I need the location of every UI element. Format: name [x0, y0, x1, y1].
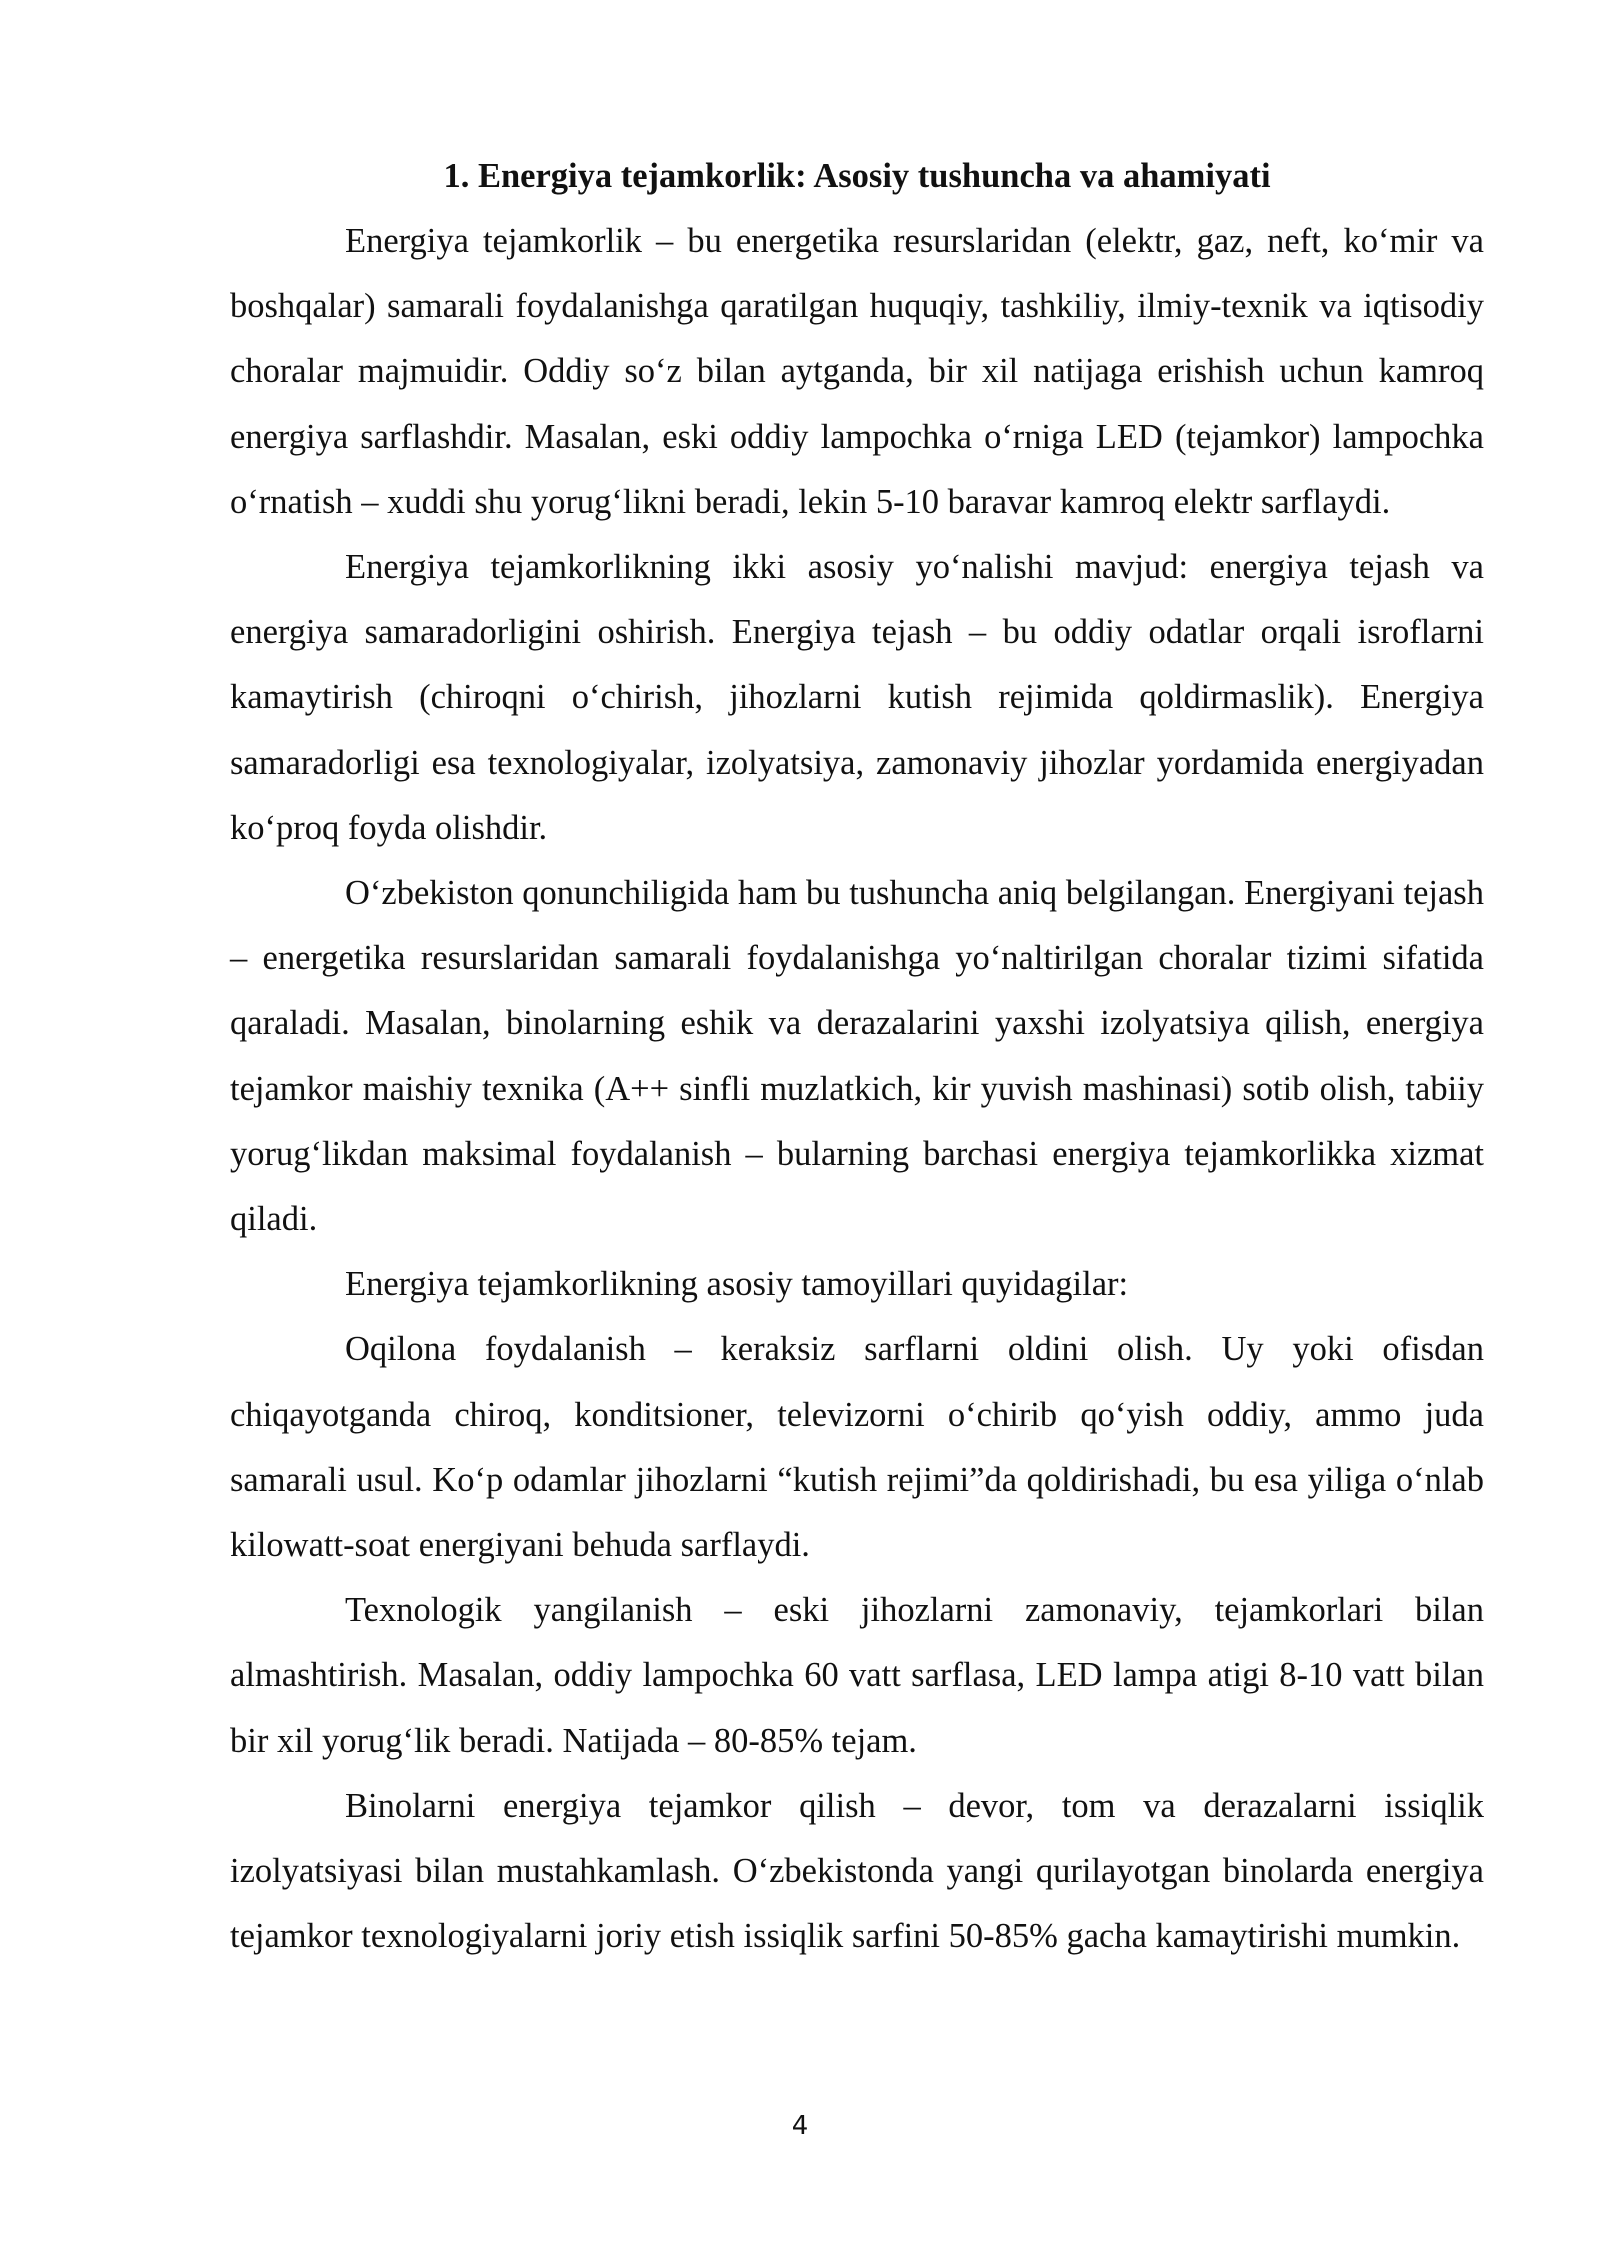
- section-heading: 1. Energiya tejamkorlik: Asosiy tushuncha va ahamiyati: [443, 157, 1271, 195]
- document-page: [230, 150, 1484, 1969]
- paragraph-legislation: O‘zbekiston qonunchiligida ham bu tushuncha aniq belgilangan. Energiyani tejash – energetika resurslaridan samarali foydalanishga yo‘naltirilgan choralar tizimi sifatida qaraladi. Masalan, binolarning eshik va derazalarini yaxshi izolyatsiya qilish, energiya tejamkor maishiy texnika (A++ sinfli muzlatkich, kir yuvish mashinasi) sotib olish, tabiiy yorug‘likdan maksimal foydalanish – bularning barchasi energiya tejamkorlikka xizmat qiladi.: [230, 874, 1484, 1239]
- paragraph-tech-update: Texnologik yangilanish – eski jihozlarni zamonaviy, tejamkorlari bilan almashtirish. Masalan, oddiy lampochka 60 vatt sarflasa, LED lampa atigi 8-10 vatt bilan bir xil yorug‘lik beradi. Natijada – 80-85% tejam.: [230, 1591, 1484, 1760]
- paragraph-definition: Energiya tejamkorlik – bu energetika resurslaridan (elektr, gaz, neft, ko‘mir va boshqalar) samarali foydalanishga qaratilgan huquqiy, tashkiliy, ilmiy-texnik va iqtisodiy choralar majmuidir. Oddiy so‘z bilan aytganda, bir xil natijaga erishish uchun kamroq energiya sarflashdir. Masalan, eski oddiy lampochka o‘rniga LED (tejamkor) lampochka o‘rnatish – xuddi shu yorug‘likni beradi, lekin 5-10 baravar kamroq elektr sarflaydi.: [230, 222, 1484, 521]
- paragraph-buildings: Binolarni energiya tejamkor qilish – devor, tom va derazalarni issiqlik izolyatsiyasi bilan mustahkamlash. O‘zbekistonda yangi qurilayotgan binolarda energiya tejamkor texnologiyalarni joriy etish issiqlik sarfini 50-85% gacha kamaytirishi mumkin.: [230, 1786, 1484, 1956]
- paragraph-rational-use: Oqilona foydalanish – keraksiz sarflarni oldini olish. Uy yoki ofisdan chiqayotganda chiroq, konditsioner, televizorni o‘chirib qo‘yish oddiy, ammo juda samarali usul. Ko‘p odamlar jihozlarni “kutish rejimi”da qoldirishadi, bu esa yiliga o‘nlab kilowatt-soat energiyani behuda sarflaydi.: [230, 1330, 1484, 1565]
- paragraph-directions: Energiya tejamkorlikning ikki asosiy yo‘nalishi mavjud: energiya tejash va energiya samaradorligini oshirish. Energiya tejash – bu oddiy odatlar orqali isroflarni kamaytirish (chiroqni o‘chirish, jihozlarni kutish rejimida qoldirmaslik). Energiya samaradorligi esa texnologiyalar, izolyatsiya, zamonaviy jihozlar yordamida energiyadan ko‘proq foyda olishdir.: [230, 548, 1484, 847]
- page-number: 4: [791, 2111, 809, 2141]
- paragraph-principles-intro: Energiya tejamkorlikning asosiy tamoyillari quyidagilar:: [345, 1265, 1129, 1304]
